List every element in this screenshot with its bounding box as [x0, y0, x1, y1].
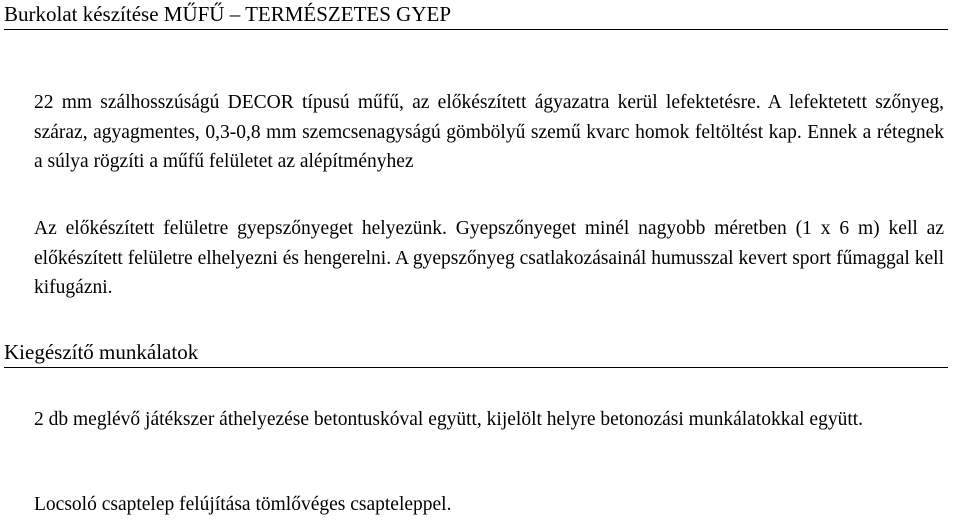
- paragraph-gyepszonyeg-description: Az előkészített felületre gyepszőnyeget helyezünk. Gyepszőnyeget minél nagyobb méretben (1 x 6 m) kell az előkészített felületre elhelyezni és hengerelni. A gyepszőnyeg csatlakozásainál humusszal kevert sport fűmaggal kell kifugázni.: [34, 218, 944, 298]
- section-heading-burkolat: Burkolat készítése MŰFŰ – TERMÉSZETES GYEP: [4, 1, 948, 30]
- section-heading-kiegeszito: Kiegészítő munkálatok: [4, 339, 948, 368]
- paragraph-csaptelep-felujitas: Locsoló csaptelep felújítása tömlővéges csapteleppel.: [34, 494, 452, 515]
- paragraph-jatekszer-athelyezes: 2 db meglévő játékszer áthelyezése betontuskóval együtt, kijelölt helyre betonozási munkálatokkal együtt.: [34, 409, 864, 430]
- paragraph-mufu-description: 22 mm szálhosszúságú DECOR típusú műfű, az előkészített ágyazatra kerül lefektetésre. A lefektetett szőnyeg, száraz, agyagmentes, 0,3-0,8 mm szemcsenagyságú gömbölyű szemű kvarc homok feltöltést kap. Ennek a rétegnek a súlya rögzíti a műfű felületet az alépítményhez: [34, 92, 944, 172]
